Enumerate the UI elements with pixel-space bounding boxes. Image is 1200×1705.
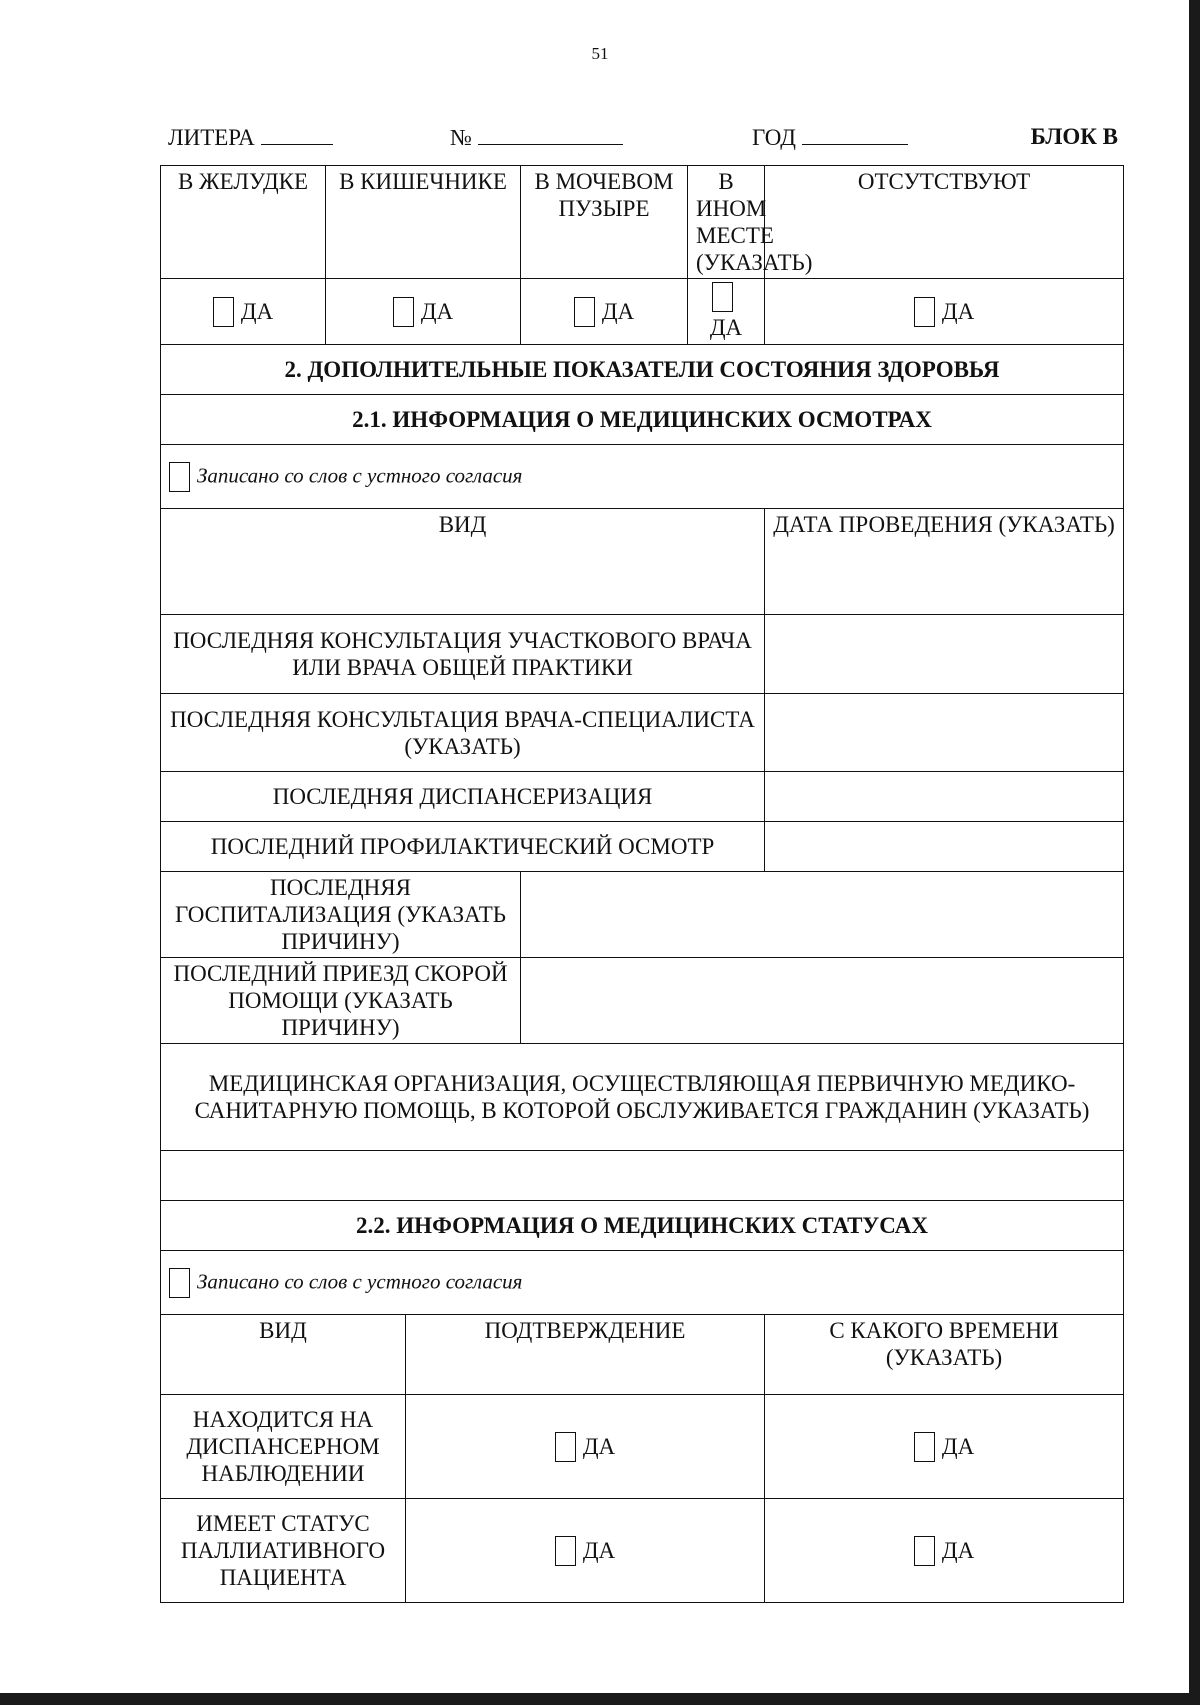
block-label: БЛОК В [1030,124,1118,149]
ambulance-value[interactable] [521,958,1124,1044]
page-edge-bottom [0,1693,1200,1705]
table-row [161,958,1124,1044]
checkbox-stomach[interactable] [213,297,234,327]
organization-value-row [161,1151,1124,1201]
location-yes-cell [765,279,1124,345]
location-col-stomach: В ЖЕЛУДКЕ [161,166,326,279]
location-yes-cell [521,279,688,345]
section22-title-row [161,1201,1124,1251]
year-label: ГОД [752,125,796,150]
checkbox-dispensary-since[interactable] [914,1432,935,1462]
table-row [161,822,1124,872]
table-row [161,1499,1124,1603]
status-since-cell [765,1395,1124,1499]
page-number: 51 [591,44,609,63]
table-row [161,872,1124,958]
yes-label: ДА [941,299,975,325]
year-blank[interactable] [802,124,908,145]
section22-consent-cell [161,1251,1124,1315]
checkbox-palliative-confirmation[interactable] [555,1536,576,1566]
status-dispensary-label: НАХОДИТСЯ НА ДИСПАНСЕРНОМ НАБЛЮДЕНИИ [161,1395,406,1499]
yes-label: ДА [941,1538,975,1564]
exam-date-dispensary[interactable] [765,772,1124,822]
section2-title-row [161,345,1124,395]
form-sheet [160,165,1124,1603]
checkbox-bladder[interactable] [574,297,595,327]
section22-title: 2.2. ИНФОРМАЦИЯ О МЕДИЦИНСКИХ СТАТУСАХ [161,1201,1124,1251]
yes-label: ДА [240,299,274,325]
yes-label: ДА [941,1434,975,1460]
status-palliative-label: ИМЕЕТ СТАТУС ПАЛЛИАТИВНОГО ПАЦИЕНТА [161,1499,406,1603]
status-col-type: ВИД [161,1315,406,1395]
table-row [161,694,1124,772]
location-col-intestine: В КИШЕЧНИКЕ [326,166,521,279]
checkbox-absent[interactable] [914,297,935,327]
section21-title-row [161,395,1124,445]
status-col-confirmation: ПОДТВЕРЖДЕНИЕ [406,1315,765,1395]
exam-type-gp: ПОСЛЕДНЯЯ КОНСУЛЬТАЦИЯ УЧАСТКОВОГО ВРАЧА ИЛИ ВРАЧА ОБЩЕЙ ПРАКТИКИ [161,615,765,694]
consent-note: Записано со слов с устного согласия [197,464,523,489]
exam-date-preventive[interactable] [765,822,1124,872]
status-col-since: С КАКОГО ВРЕМЕНИ (УКАЗАТЬ) [765,1315,1124,1395]
checkbox-consent-statuses[interactable] [169,1268,190,1298]
yes-label: ДА [420,299,454,325]
location-yes-cell [688,279,765,345]
ambulance-label: ПОСЛЕДНИЙ ПРИЕЗД СКОРОЙ ПОМОЩИ (УКАЗАТЬ ПРИЧИНУ) [161,958,521,1044]
exam-date-gp[interactable] [765,615,1124,694]
checkbox-intestine[interactable] [393,297,414,327]
number-label: № [450,125,472,150]
hospitalization-label: ПОСЛЕДНЯЯ ГОСПИТАЛИЗАЦИЯ (УКАЗАТЬ ПРИЧИНУ) [161,872,521,958]
litera-field [168,124,333,151]
section22-consent-row [161,1251,1124,1315]
location-col-bladder: В МОЧЕВОМ ПУЗЫРЕ [521,166,688,279]
checkbox-other-place[interactable] [712,282,733,312]
status-since-cell [765,1499,1124,1603]
status-confirmation-cell [406,1395,765,1499]
exam-date-specialist[interactable] [765,694,1124,772]
yes-label: ДА [601,299,635,325]
yes-label: ДА [582,1538,616,1564]
section21-title: 2.1. ИНФОРМАЦИЯ О МЕДИЦИНСКИХ ОСМОТРАХ [161,395,1124,445]
exam-type-preventive: ПОСЛЕДНИЙ ПРОФИЛАКТИЧЕСКИЙ ОСМОТР [161,822,765,872]
organization-row [161,1044,1124,1151]
status-confirmation-cell [406,1499,765,1603]
year-field [752,124,908,151]
location-checkbox-row [161,279,1124,345]
location-col-other: В ИНОМ МЕСТЕ (УКАЗАТЬ) [688,166,765,279]
checkbox-consent-exams[interactable] [169,462,190,492]
organization-label: МЕДИЦИНСКАЯ ОРГАНИЗАЦИЯ, ОСУЩЕСТВЛЯЮЩАЯ ПЕРВИЧНУЮ МЕДИКО-САНИТАРНУЮ ПОМОЩЬ, В КОТОРОЙ ОБСЛУЖИВАЕТСЯ ГРАЖДАНИН (УКАЗАТЬ) [161,1044,1124,1151]
location-yes-cell [326,279,521,345]
number-field [450,124,623,151]
exams-header-row [161,509,1124,615]
section21-consent-row [161,445,1124,509]
organization-value[interactable] [161,1151,1124,1201]
location-yes-cell [161,279,326,345]
yes-label: ДА [709,315,743,341]
exam-type-specialist: ПОСЛЕДНЯЯ КОНСУЛЬТАЦИЯ ВРАЧА-СПЕЦИАЛИСТА (УКАЗАТЬ) [161,694,765,772]
checkbox-palliative-since[interactable] [914,1536,935,1566]
table-row [161,615,1124,694]
number-blank[interactable] [478,124,623,145]
exam-type-dispensary: ПОСЛЕДНЯЯ ДИСПАНСЕРИЗАЦИЯ [161,772,765,822]
status-header-row [161,1315,1124,1395]
section21-consent-cell [161,445,1124,509]
consent-note: Записано со слов с устного согласия [197,1270,523,1295]
hospitalization-value[interactable] [521,872,1124,958]
section2-title: 2. ДОПОЛНИТЕЛЬНЫЕ ПОКАЗАТЕЛИ СОСТОЯНИЯ ЗДОРОВЬЯ [161,345,1124,395]
table-row [161,772,1124,822]
location-header-row [161,166,1124,279]
yes-label: ДА [582,1434,616,1460]
litera-label: ЛИТЕРА [168,125,255,150]
exams-col-type: ВИД [161,509,765,615]
location-col-absent: ОТСУТСТВУЮТ [765,166,1124,279]
page-edge-right [1189,0,1200,1705]
exams-col-date: ДАТА ПРОВЕДЕНИЯ (УКАЗАТЬ) [765,509,1124,615]
litera-blank[interactable] [261,124,333,145]
table-row [161,1395,1124,1499]
checkbox-dispensary-confirmation[interactable] [555,1432,576,1462]
